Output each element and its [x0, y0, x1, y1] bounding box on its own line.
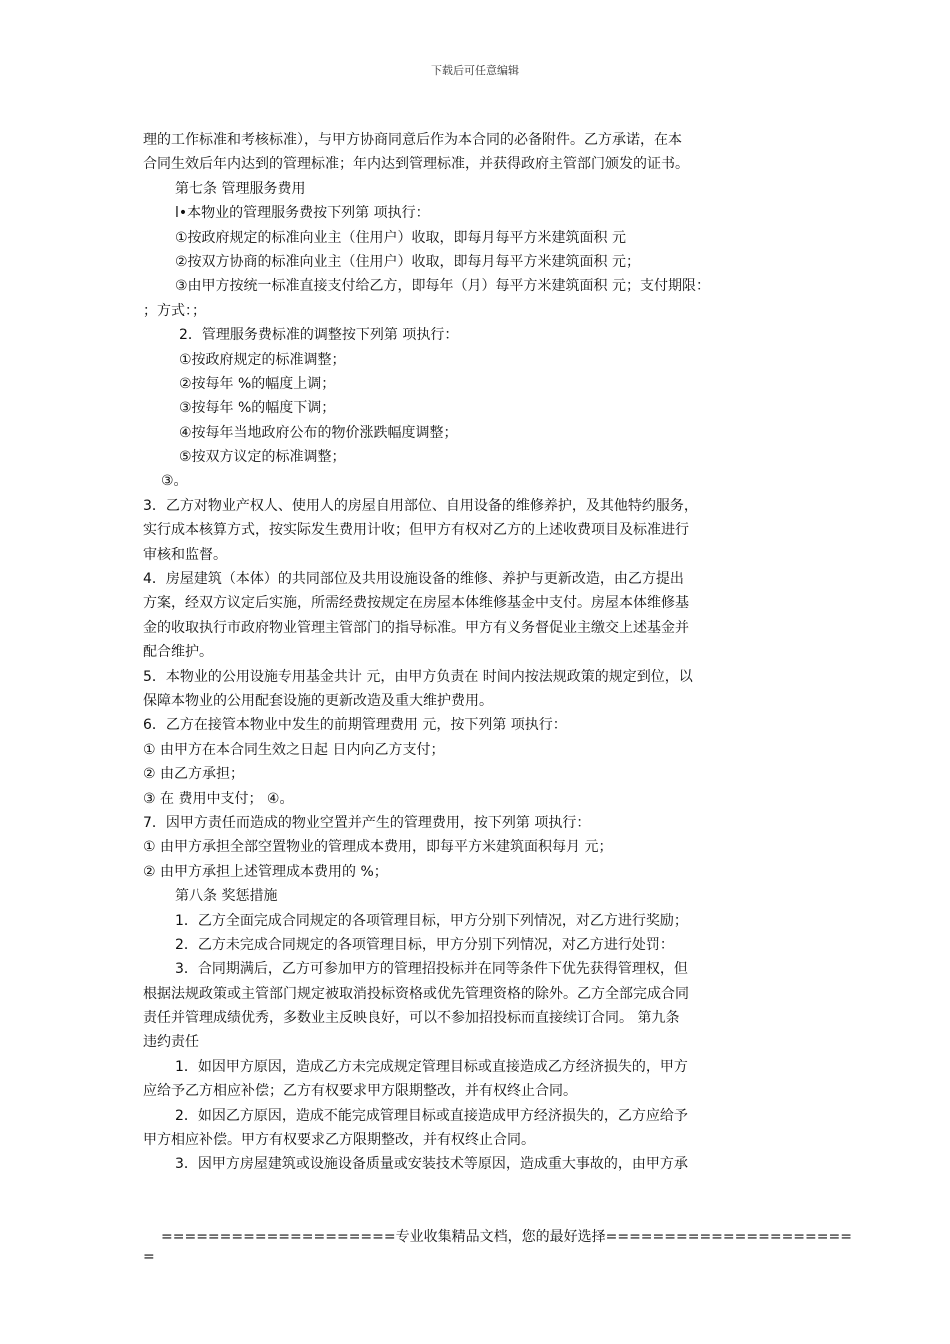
- text-line: 理的工作标准和考核标准），与甲方协商同意后作为本合同的必备附件。乙方承诺，在本: [143, 132, 682, 148]
- text-line: 保障本物业的公用配套设施的更新改造及重大维护费用。: [143, 692, 493, 709]
- footer-banner-continuation: =: [143, 1249, 155, 1265]
- text-line: ；方式：；: [143, 302, 206, 319]
- text-line: 实行成本核算方式，按实际发生费用计收；但甲方有权对乙方的上述收费项目及标准进行: [143, 522, 689, 539]
- text-line: 第八条 奖惩措施: [175, 888, 278, 905]
- text-line: 2．管理服务费标准的调整按下列第 项执行：: [179, 327, 459, 344]
- text-line: 3．合同期满后，乙方可参加甲方的管理招投标并在同等条件下优先获得管理权，但: [175, 961, 688, 978]
- text-line: 应给予乙方相应补偿；乙方有权要求甲方限期整改，并有权终止合同。: [143, 1083, 577, 1100]
- text-line: 2．乙方未完成合同规定的各项管理目标，甲方分别下列情况，对乙方进行处罚：: [175, 936, 674, 953]
- text-line: ① 由甲方在本合同生效之日起 日内向乙方支付；: [143, 741, 445, 758]
- document-body: [143, 128, 811, 1177]
- text-line: ⑤按双方议定的标准调整；: [179, 449, 346, 466]
- text-line: 违约责任: [143, 1034, 199, 1051]
- text-line: 甲方相应补偿。甲方有权要求乙方限期整改，并有权终止合同。: [143, 1132, 535, 1149]
- text-line: 5．本物业的公用设施专用基金共计 元，由甲方负责在 时间内按法规政策的规定到位，以: [143, 668, 693, 685]
- footer-banner: ====================专业收集精品文档，您的最好选择=====================: [161, 1229, 852, 1245]
- text-line: 1．如因甲方原因，造成乙方未完成规定管理目标或直接造成乙方经济损失的，甲方: [175, 1058, 688, 1075]
- text-line: ① 由甲方承担全部空置物业的管理成本费用，即每平方米建筑面积每月 元；: [143, 839, 613, 856]
- text-line: 3．因甲方房屋建筑或设施设备质量或安装技术等原因，造成重大事故的，由甲方承: [175, 1156, 688, 1173]
- text-line: ③由甲方按统一标准直接支付给乙方，即每年（月）每平方米建筑面积 元；支付期限：: [175, 278, 710, 295]
- text-line: 配合维护。: [143, 644, 213, 661]
- text-line: ③。: [161, 473, 188, 490]
- text-line: l•本物业的管理服务费按下列第 项执行：: [175, 205, 430, 222]
- page-header: 下载后可任意编辑: [431, 64, 519, 77]
- text-line: 6．乙方在接管本物业中发生的前期管理费用 元，按下列第 项执行：: [143, 717, 567, 734]
- text-line: 3．乙方对物业产权人、使用人的房屋自用部位、自用设备的维修养护，及其他特约服务，: [143, 497, 698, 514]
- text-line: 7．因甲方责任而造成的物业空置并产生的管理费用，按下列第 项执行：: [143, 814, 591, 831]
- text-line: 1．乙方全面完成合同规定的各项管理目标，甲方分别下列情况，对乙方进行奖励；: [175, 912, 688, 929]
- text-line: ② 由甲方承担上述管理成本费用的 %；: [143, 863, 388, 880]
- text-line: 根据法规政策或主管部门规定被取消投标资格或优先管理资格的除外。乙方全部完成合同: [143, 985, 689, 1002]
- text-line: 方案，经双方议定后实施，所需经费按规定在房屋本体维修基金中支付。房屋本体维修基: [143, 595, 689, 612]
- text-line: ② 由乙方承担；: [143, 766, 245, 783]
- text-line: 金的收取执行市政府物业管理主管部门的指导标准。甲方有义务督促业主缴交上述基金并: [143, 619, 689, 636]
- text-line: 4．房屋建筑（本体）的共同部位及共用设施设备的维修、养护与更新改造，由乙方提出: [143, 571, 684, 588]
- text-line: 责任并管理成绩优秀，多数业主反映良好，可以不参加招投标而直接续订合同。 第九条: [143, 1010, 680, 1027]
- text-line: 第七条 管理服务费用: [175, 180, 306, 197]
- text-line: ①按政府规定的标准调整；: [179, 351, 346, 368]
- text-line: ④按每年当地政府公布的物价涨跌幅度调整；: [179, 424, 458, 441]
- text-line: ③ 在 费用中支付； ④。: [143, 790, 294, 807]
- text-line: ③按每年 %的幅度下调；: [179, 400, 336, 417]
- text-line: 审核和监督。: [143, 546, 227, 563]
- text-line: ①按政府规定的标准向业主（住用户）收取，即每月每平方米建筑面积 元: [175, 229, 626, 246]
- text-line: 合同生效后年内达到的管理标准；年内达到管理标准，并获得政府主管部门颁发的证书。: [143, 156, 689, 173]
- text-line: ②按每年 %的幅度上调；: [179, 375, 336, 392]
- text-line: ②按双方协商的标准向业主（住用户）收取，即每月每平方米建筑面积 元；: [175, 253, 640, 270]
- text-line: 2．如因乙方原因，造成不能完成管理目标或直接造成甲方经济损失的，乙方应给予: [175, 1107, 688, 1124]
- page-footer: [143, 1227, 852, 1267]
